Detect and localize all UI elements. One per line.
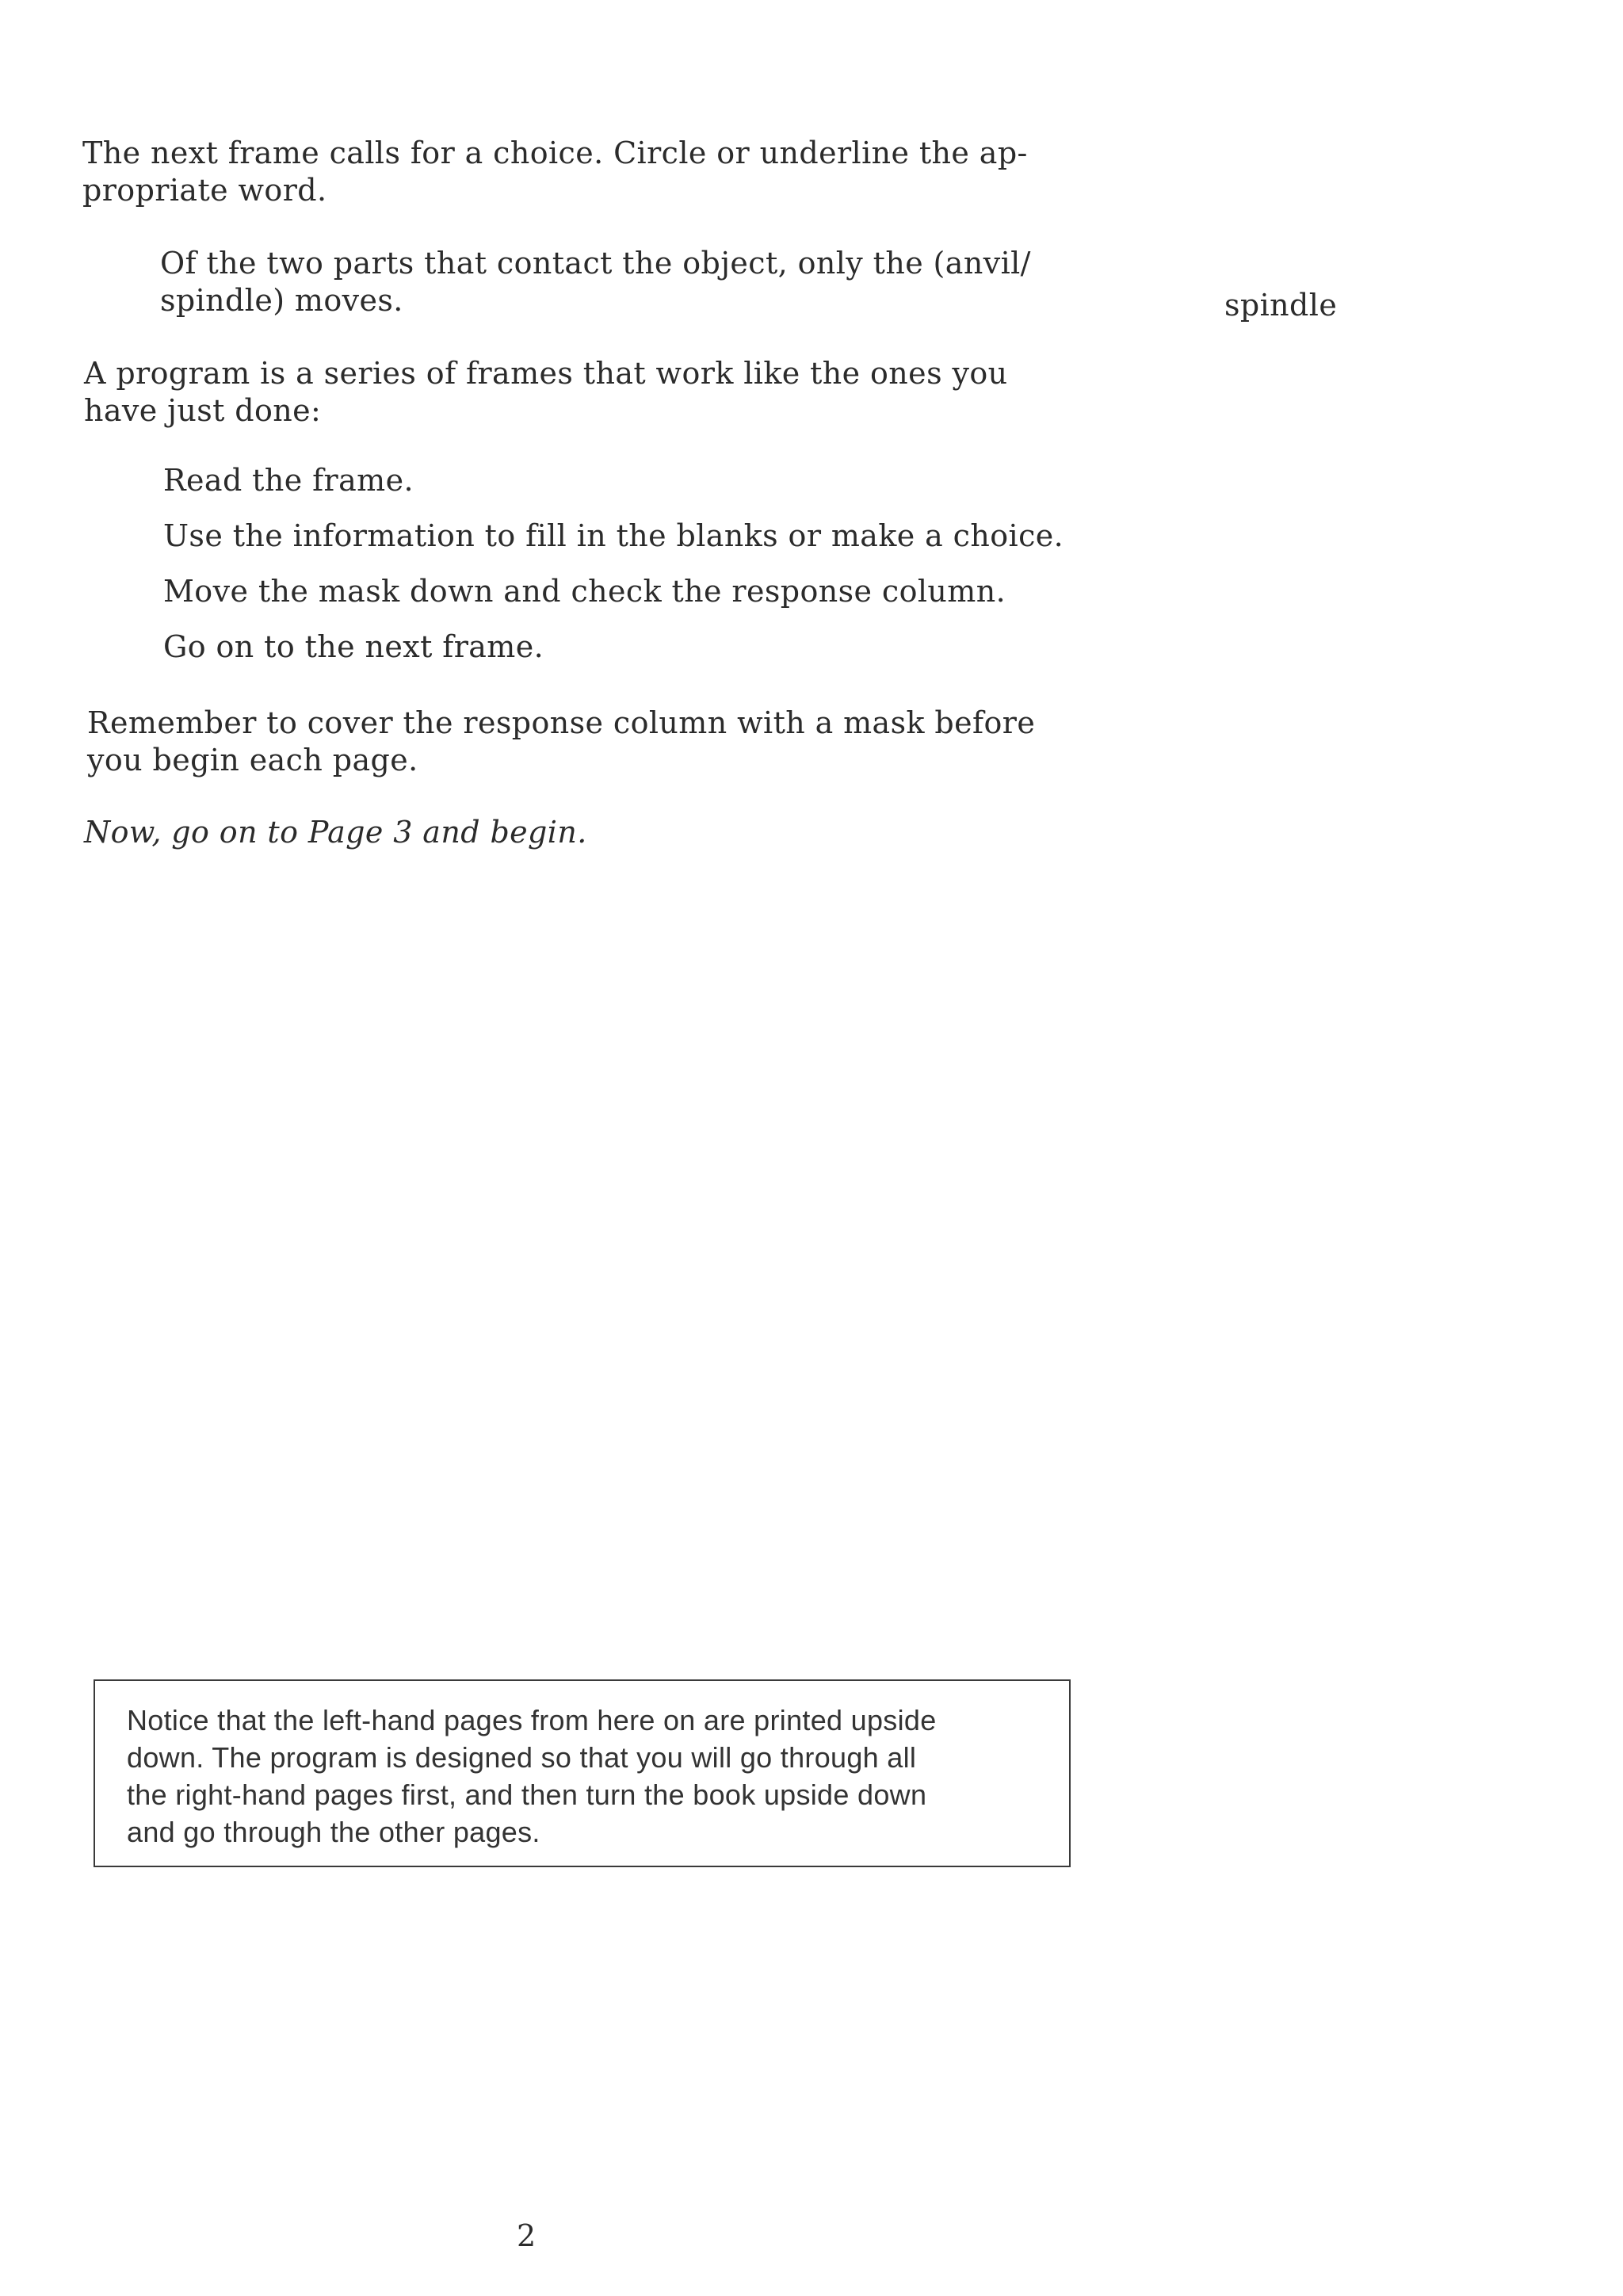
frame-question-line-1: Of the two parts that contact the object, only the (anvil/	[160, 246, 1031, 281]
remember-paragraph	[87, 705, 1038, 779]
step-item: Go on to the next frame.	[163, 629, 544, 664]
intro-paragraph	[82, 135, 1033, 209]
remember-line-1: Remember to cover the response column with a mask before	[87, 705, 1036, 740]
steps-list	[163, 462, 1064, 684]
program-line-1: A program is a series of frames that work like the ones you	[84, 356, 1008, 391]
notice-line-3: the right-hand pages first, and then turn the book upside down	[127, 1778, 927, 1811]
frame-question-line-2: spindle) moves.	[160, 283, 403, 318]
notice-text	[127, 1702, 1041, 1851]
remember-line-2: you begin each page.	[87, 743, 418, 777]
response-column-answer: spindle	[1224, 288, 1338, 323]
step-item: Read the frame.	[163, 463, 414, 498]
step-item: Use the information to fill in the blanks or make a choice.	[163, 518, 1064, 553]
frame-question	[160, 245, 1032, 319]
final-instruction: Now, go on to Page 3 and begin.	[84, 815, 587, 850]
step-item: Move the mask down and check the response column.	[163, 574, 1006, 609]
notice-line-1: Notice that the left-hand pages from here on are printed upside	[127, 1704, 937, 1736]
program-paragraph	[84, 355, 1035, 430]
notice-line-2: down. The program is designed so that you will go through all	[127, 1741, 917, 1774]
notice-line-4: and go through the other pages.	[127, 1816, 540, 1848]
intro-line-2: propriate word.	[82, 173, 327, 208]
intro-line-1: The next frame calls for a choice. Circle or underline the ap-	[82, 136, 1028, 170]
page-number: 2	[517, 2218, 537, 2253]
program-line-2: have just done:	[84, 393, 322, 428]
notice-box	[94, 1679, 1071, 1867]
